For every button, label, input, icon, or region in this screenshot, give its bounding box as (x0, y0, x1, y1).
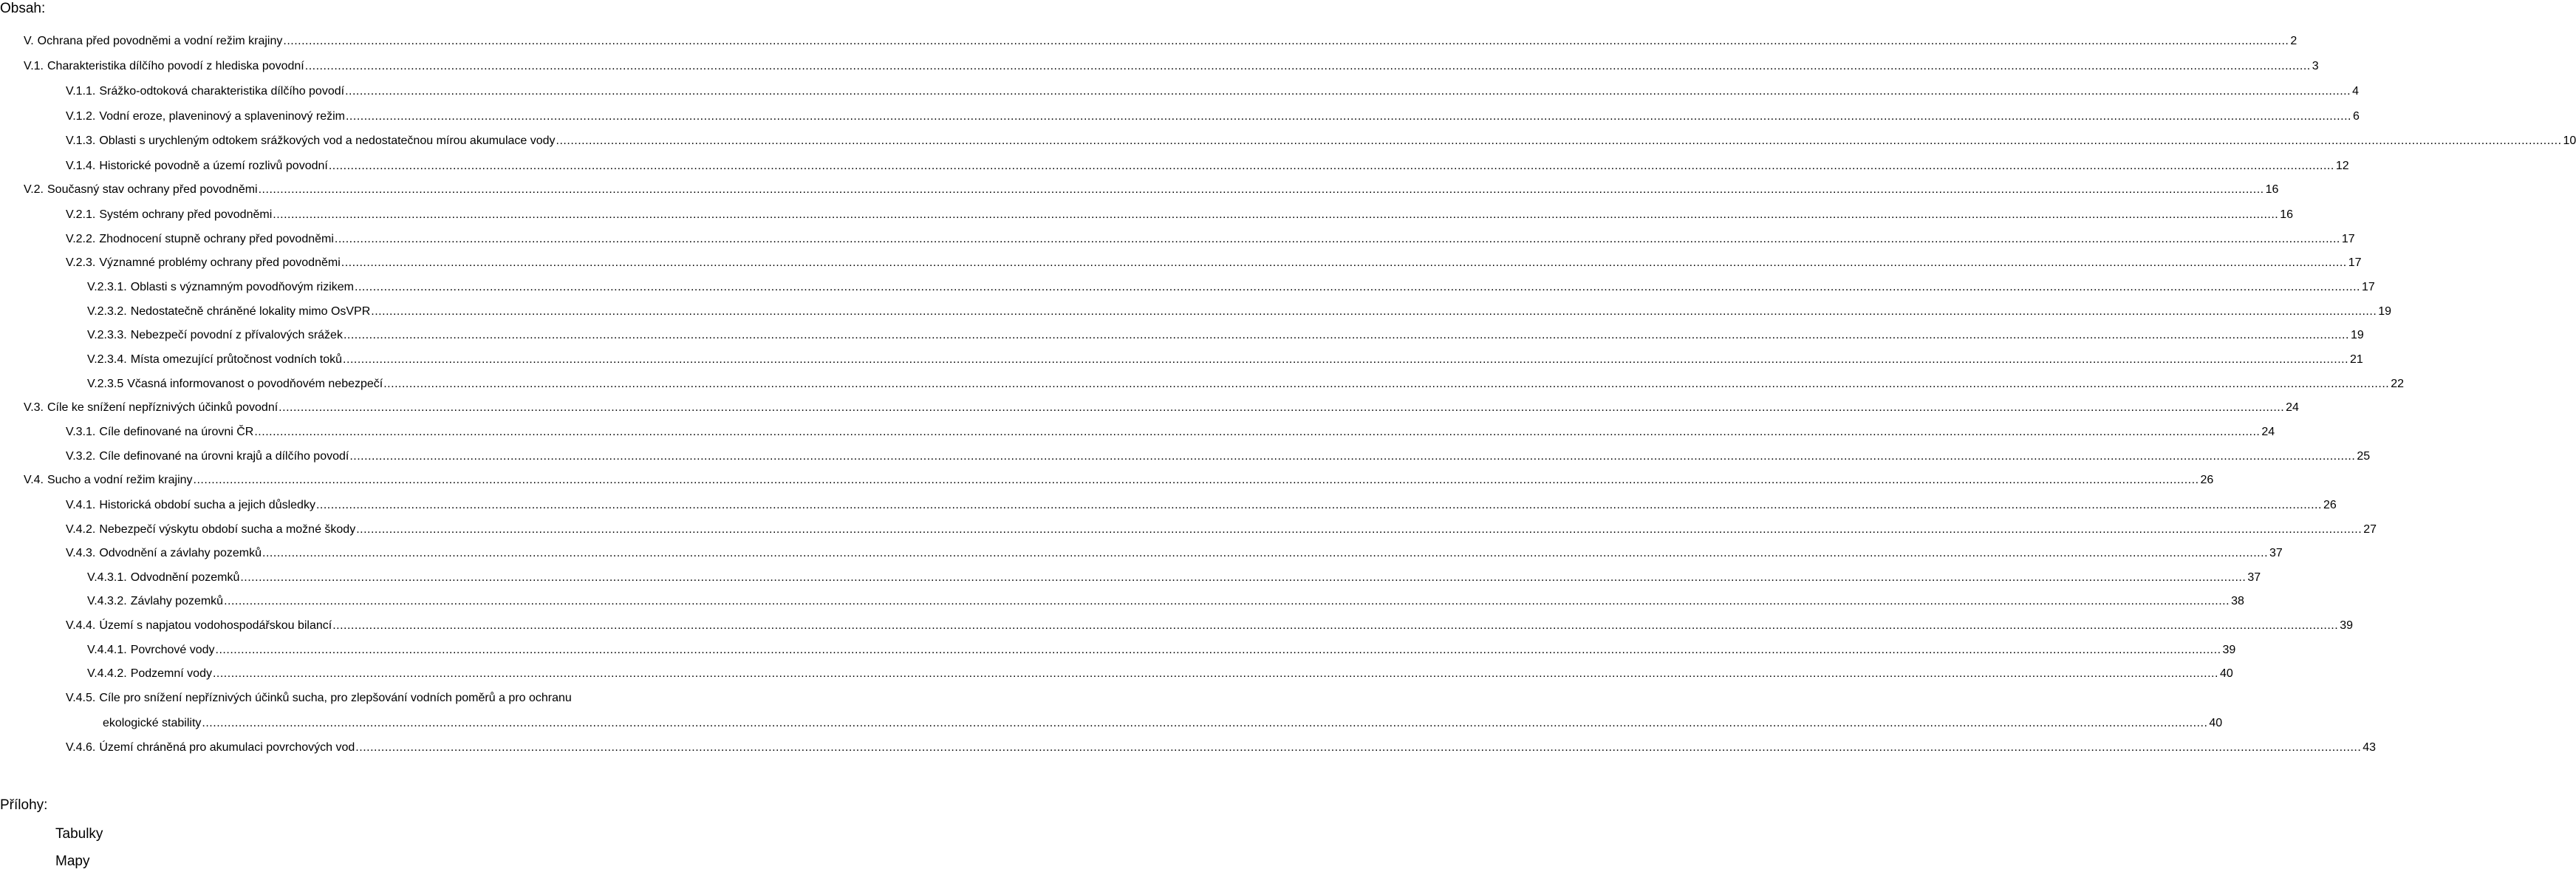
toc-title: Místa omezující průtočnost vodních toků (130, 353, 343, 366)
toc-page-number: 17 (2361, 281, 2375, 293)
appendix-item[interactable]: Tabulky (55, 826, 103, 842)
toc-title: Srážko-odtoková charakteristika dílčího povodí (99, 85, 345, 98)
toc-entry[interactable] (87, 279, 2375, 296)
toc-leader-dots (283, 33, 2289, 50)
toc-leader-dots (316, 497, 2322, 514)
toc-number: V.4.3. (66, 547, 96, 559)
toc-title: Území chráněná pro akumulaci povrchových vod (99, 741, 355, 754)
toc-page-number: 22 (2391, 378, 2405, 390)
toc-number: V. (24, 35, 34, 47)
toc-title: Zhodnocení stupně ochrany před povodněmi (99, 233, 334, 245)
toc-page-number: 19 (2378, 305, 2392, 318)
toc-page-number: 40 (2219, 667, 2233, 680)
toc-leader-dots (305, 58, 2311, 75)
toc-page-number: 26 (2323, 499, 2337, 511)
toc-leader-dots (355, 279, 2360, 296)
toc-entry[interactable] (24, 471, 2214, 489)
toc-leader-dots (213, 665, 2218, 683)
toc-entry[interactable] (87, 303, 2392, 321)
toc-page-number: 39 (2222, 644, 2236, 656)
toc-page-number: 25 (2357, 450, 2371, 463)
toc-title: ekologické stability (103, 717, 202, 729)
toc-title: Významné problémy ochrany před povodněmi (99, 256, 341, 269)
toc-title: Včasná informovanost o povodňovém nebezpečí (127, 378, 383, 390)
toc-page-number: 40 (2209, 717, 2223, 729)
toc-entry[interactable] (87, 351, 2363, 369)
toc-page-number: 16 (2280, 208, 2294, 221)
toc-leader-dots (259, 181, 2264, 199)
toc-leader-dots (194, 471, 2199, 489)
toc-leader-dots (383, 375, 2389, 393)
toc-entry[interactable] (66, 448, 2371, 466)
toc-title: Nebezpečí výskytu období sucha a možné škody (99, 523, 356, 536)
toc-heading: Obsah: (0, 1, 46, 16)
toc-page-number: 26 (2200, 474, 2214, 486)
toc-title: Závlahy pozemků (130, 595, 224, 607)
toc-number: V.3.2. (66, 450, 96, 463)
toc-entry[interactable] (66, 231, 2355, 248)
toc-title: Podzemní vody (130, 667, 212, 680)
toc-title: Cíle definované na úrovni krajů a dílčího povodí (99, 450, 349, 463)
toc-leader-dots (346, 108, 2351, 126)
toc-number: V.2.3.3. (87, 329, 127, 341)
toc-number: V.2.3.4. (87, 353, 127, 366)
toc-entry[interactable] (66, 521, 2377, 539)
toc-page-number: 37 (2247, 571, 2261, 584)
toc-leader-dots (224, 593, 2230, 610)
toc-leader-dots (262, 545, 2268, 562)
toc-title: Nebezpečí povodní z přívalových srážek (130, 329, 343, 341)
toc-leader-dots (371, 303, 2377, 321)
toc-title: Charakteristika dílčího povodí z hlediska povodní (47, 60, 304, 72)
toc-entry[interactable] (87, 665, 2233, 683)
toc-number: V.1.3. (66, 134, 96, 147)
toc-page-number: 16 (2265, 183, 2279, 196)
toc-entry[interactable] (66, 497, 2337, 514)
toc-number: V.4.1. (66, 499, 96, 511)
toc-leader-dots (343, 351, 2348, 369)
toc-entry[interactable] (24, 181, 2279, 199)
toc-title: Nedostatečně chráněné lokality mimo OsVPR (130, 305, 371, 318)
toc-entry[interactable] (87, 593, 2244, 610)
toc-leader-dots (329, 157, 2334, 175)
toc-entry-continuation[interactable] (103, 715, 2223, 732)
toc-title: Cíle ke snížení nepříznivých účinků povodní (47, 401, 279, 414)
toc-entry[interactable] (66, 739, 2377, 757)
toc-page-number: 37 (2269, 547, 2283, 559)
toc-leader-dots (332, 617, 2338, 635)
toc-page-number: 21 (2350, 353, 2363, 366)
toc-entry[interactable] (66, 545, 2283, 562)
appendix-item[interactable]: Mapy (55, 854, 90, 869)
toc-entry[interactable] (66, 423, 2275, 441)
toc-entry[interactable] (87, 327, 2364, 344)
toc-title: Sucho a vodní režim krajiny (47, 474, 193, 486)
toc-title: Území s napjatou vodohospodářskou bilancí (99, 619, 332, 632)
toc-page-number: 12 (2335, 160, 2349, 172)
toc-title: Cíle pro snížení nepříznivých účinků sucha, pro zlepšování vodních poměrů a pro ochranu (99, 692, 572, 704)
toc-number: V.4.3.1. (87, 571, 127, 584)
toc-leader-dots (335, 231, 2340, 248)
toc-leader-dots (202, 715, 2207, 732)
toc-number: V.2.1. (66, 208, 96, 221)
toc-entry[interactable] (66, 617, 2353, 635)
toc-entry[interactable] (66, 83, 2359, 101)
toc-page-number: 2 (2290, 35, 2297, 47)
toc-number: V.2. (24, 183, 44, 196)
toc-number: V.4.4.2. (87, 667, 127, 680)
toc-title: Systém ochrany před povodněmi (99, 208, 273, 221)
toc-number: V.2.3.5 (87, 378, 124, 390)
toc-entry[interactable] (66, 254, 2362, 272)
toc-entry[interactable] (24, 33, 2297, 50)
toc-number: V.4.6. (66, 741, 96, 754)
toc-number: V.4.4. (66, 619, 96, 632)
toc-title: Oblasti s urychleným odtokem srážkových vod a nedostatečnou mírou akumulace vody (99, 134, 556, 147)
toc-leader-dots (355, 739, 2361, 757)
toc-leader-dots (556, 132, 2562, 150)
toc-page-number: 24 (2261, 426, 2275, 438)
toc-leader-dots (344, 327, 2349, 344)
toc-entry[interactable] (24, 58, 2319, 75)
toc-leader-dots (356, 521, 2362, 539)
toc-page-number: 39 (2340, 619, 2353, 632)
toc-leader-dots (341, 254, 2347, 272)
toc-title: Oblasti s významným povodňovým rizikem (130, 281, 354, 293)
toc-number: V.4.5. (66, 692, 96, 704)
toc-title: Odvodnění pozemků (130, 571, 240, 584)
toc-page-number: 6 (2352, 110, 2360, 123)
toc-page-number: 19 (2350, 329, 2364, 341)
toc-title: Cíle definované na úrovni ČR (99, 426, 254, 438)
toc-leader-dots (254, 423, 2260, 441)
toc-number: V.2.3.2. (87, 305, 127, 318)
toc-number: V.1.2. (66, 110, 96, 123)
toc-entry[interactable] (24, 399, 2299, 417)
toc-number: V.4. (24, 474, 44, 486)
toc-number: V.4.4.1. (87, 644, 127, 656)
toc-number: V.4.3.2. (87, 595, 127, 607)
toc-number: V.3. (24, 401, 44, 414)
toc-title: Ochrana před povodněmi a vodní režim krajiny (37, 35, 283, 47)
appendix-heading: Přílohy: (0, 797, 48, 813)
toc-title: Historická období sucha a jejich důsledky (99, 499, 315, 511)
toc-title: Povrchové vody (130, 644, 215, 656)
toc-title: Vodní eroze, plaveninový a splaveninový režim (99, 110, 345, 123)
toc-number: V.1. (24, 60, 44, 72)
toc-entry[interactable] (87, 569, 2261, 587)
toc-number: V.3.1. (66, 426, 96, 438)
toc-number: V.1.4. (66, 160, 96, 172)
toc-title: Odvodnění a závlahy pozemků (99, 547, 262, 559)
toc-entry[interactable] (66, 206, 2294, 224)
toc-leader-dots (349, 448, 2355, 466)
toc-entry[interactable] (66, 108, 2360, 126)
toc-entry[interactable] (66, 689, 572, 707)
toc-leader-dots (240, 569, 2246, 587)
toc-title: Historické povodně a území rozlivů povodní (99, 160, 328, 172)
toc-number: V.2.3.1. (87, 281, 127, 293)
toc-page-number: 17 (2348, 256, 2362, 269)
toc-entry[interactable] (66, 132, 2576, 150)
toc-entry[interactable] (87, 641, 2236, 659)
toc-page-number: 17 (2341, 233, 2355, 245)
toc-page-number: 43 (2363, 741, 2377, 754)
toc-leader-dots (216, 641, 2221, 659)
toc-page-number: 3 (2312, 60, 2319, 72)
toc-page-number: 24 (2286, 401, 2299, 414)
toc-number: V.1.1. (66, 85, 96, 98)
toc-page-number: 38 (2231, 595, 2244, 607)
toc-number: V.4.2. (66, 523, 96, 536)
toc-title: Současný stav ochrany před povodněmi (47, 183, 258, 196)
toc-page-number: 10 (2563, 134, 2576, 147)
toc-entry[interactable] (66, 157, 2349, 175)
toc-leader-dots (273, 206, 2278, 224)
toc-number: V.2.2. (66, 233, 96, 245)
toc-leader-dots (279, 399, 2284, 417)
toc-page-number: 27 (2363, 523, 2377, 536)
toc-number: V.2.3. (66, 256, 96, 269)
toc-entry[interactable] (87, 375, 2405, 393)
toc-leader-dots (345, 83, 2351, 101)
toc-page-number: 4 (2352, 85, 2359, 98)
